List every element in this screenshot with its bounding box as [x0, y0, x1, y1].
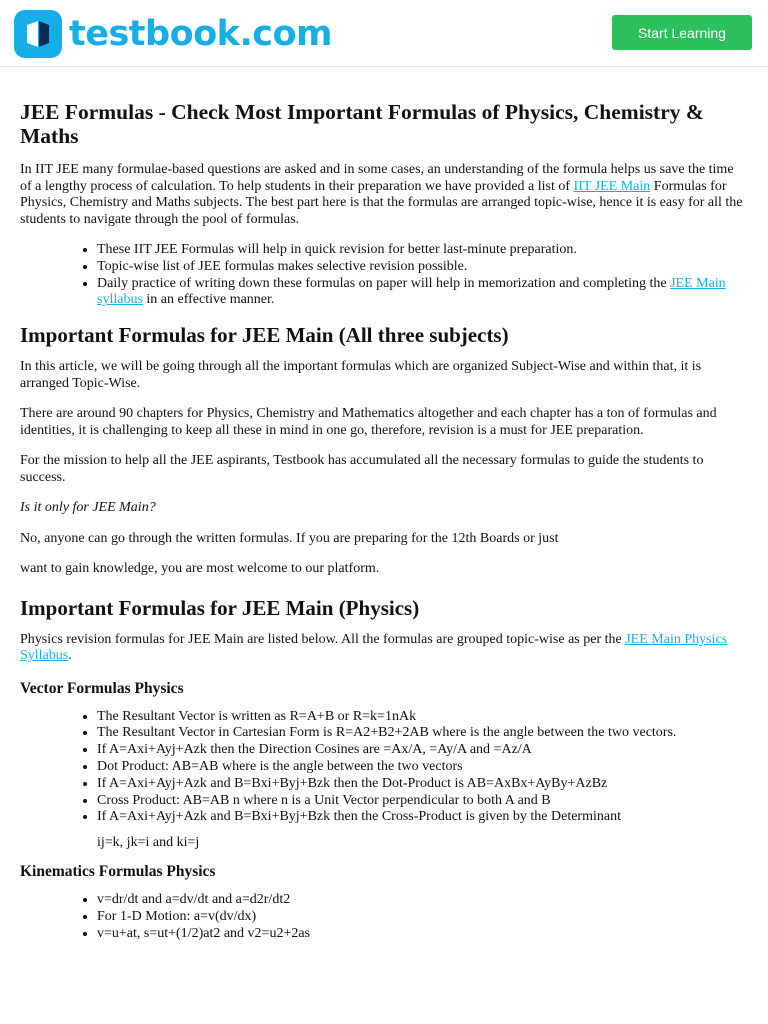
list-item: • If A=Axi+Ayj+Azk then the Direction Cosines are =Ax/A, =Ay/A and =Az/A	[97, 742, 745, 759]
list-item: ij=k, jk=i and ki=j	[97, 835, 200, 851]
list-item: • For 1-D Motion: a=v(dv/dx)	[97, 909, 745, 926]
list-item: • Topic-wise list of JEE formulas makes selective revision possible.	[97, 259, 745, 276]
section-heading-physics: Important Formulas for JEE Main (Physics)	[20, 595, 420, 620]
benefit-text-after: in an effective manner.	[142, 292, 275, 308]
paragraph: There are around 90 chapters for Physics, Chemistry and Mathematics altogether and each chapter has a ton of formulas and identities, it is challenging to keep all these in mind in one go, therefore, revision is a must for JEE preparation.	[20, 406, 717, 438]
physics-intro-paragraph	[20, 632, 745, 665]
list-item: • These IIT JEE Formulas will help in quick revision for better last-minute preparation.	[97, 242, 745, 259]
start-learning-button[interactable]: Start Learning	[612, 15, 752, 50]
paragraph: want to gain knowledge, you are most welcome to our platform.	[20, 561, 380, 577]
vector-formulas-list	[20, 709, 745, 852]
list-item: • v=dr/dt and a=dv/dt and a=d2r/dt2	[97, 892, 745, 909]
benefits-list	[20, 242, 745, 309]
article	[20, 100, 745, 942]
logo-text: testbook.com	[69, 14, 333, 54]
page-title: JEE Formulas - Check Most Important Formulas of Physics, Chemistry & Maths	[20, 100, 704, 148]
site-header	[0, 0, 768, 67]
list-item: • v=u+at, s=ut+(1/2)at2 and v2=u2+2as	[97, 926, 745, 943]
section-heading-all-subjects: Important Formulas for JEE Main (All three subjects)	[20, 323, 509, 348]
physics-intro-before: Physics revision formulas for JEE Main are listed below. All the formulas are grouped topic-wise as per the	[20, 631, 626, 647]
benefit-text-before: Daily practice of writing down these formulas on paper will help in memorization and completing the	[97, 275, 671, 291]
list-item: • Cross Product: AB=AB n where n is a Unit Vector perpendicular to both A and B	[97, 793, 745, 810]
question-paragraph	[20, 500, 745, 517]
intro-text-before: In IIT JEE many formulae-based questions are asked and in some cases, an understanding of the formula helps us save the time of a lengthy process of calculation. To help students in their preparation we have provided a list of	[20, 162, 734, 194]
physics-intro-after: .	[68, 648, 72, 664]
list-item: • If A=Axi+Ayj+Azk and B=Bxi+Byj+Bzk then the Cross-Product is given by the Determinant	[97, 809, 745, 826]
paragraph: No, anyone can go through the written formulas. If you are preparing for the 12th Boards or just	[20, 530, 559, 546]
list-item: • The Resultant Vector is written as R=A+B or R=k=1nAk	[97, 709, 745, 726]
list-item: • If A=Axi+Ayj+Azk and B=Bxi+Byj+Bzk then the Dot-Product is AB=AxBx+AyBy+AzBz	[97, 776, 745, 793]
intro-paragraph	[20, 162, 745, 228]
paragraph: For the mission to help all the JEE aspirants, Testbook has accumulated all the necessary formulas to guide the students to success.	[20, 453, 704, 485]
kinematics-formulas-list	[20, 892, 745, 942]
paragraph: In this article, we will be going through all the important formulas which are organized Subject-Wise and within that, it is arranged Topic-Wise.	[20, 359, 702, 391]
site-logo[interactable]	[14, 10, 332, 58]
question-text: Is it only for JEE Main?	[20, 500, 156, 516]
testbook-logo-icon	[14, 10, 62, 58]
jee-main-syllabus-link[interactable]: JEE Main syllabus	[97, 275, 726, 308]
list-item	[97, 276, 745, 310]
list-item: • The Resultant Vector in Cartesian Form is R=A2+B2+2AB where is the angle between the two vectors.	[97, 725, 745, 742]
list-item: • Dot Product: AB=AB where is the angle between the two vectors	[97, 759, 745, 776]
vector-formulas-heading: Vector Formulas Physics	[20, 679, 184, 697]
kinematics-formulas-heading: Kinematics Formulas Physics	[20, 863, 216, 881]
intro-text-after: Formulas for Physics, Chemistry and Maths subjects. The best part here is that the formulas are arranged topic-wise, hence it is easy for all the students to navigate through the pool of formulas.	[20, 178, 743, 227]
jee-main-physics-syllabus-link[interactable]: JEE Main Physics Syllabus	[20, 631, 728, 664]
iit-jee-main-link[interactable]: IIT JEE Main	[573, 178, 651, 194]
